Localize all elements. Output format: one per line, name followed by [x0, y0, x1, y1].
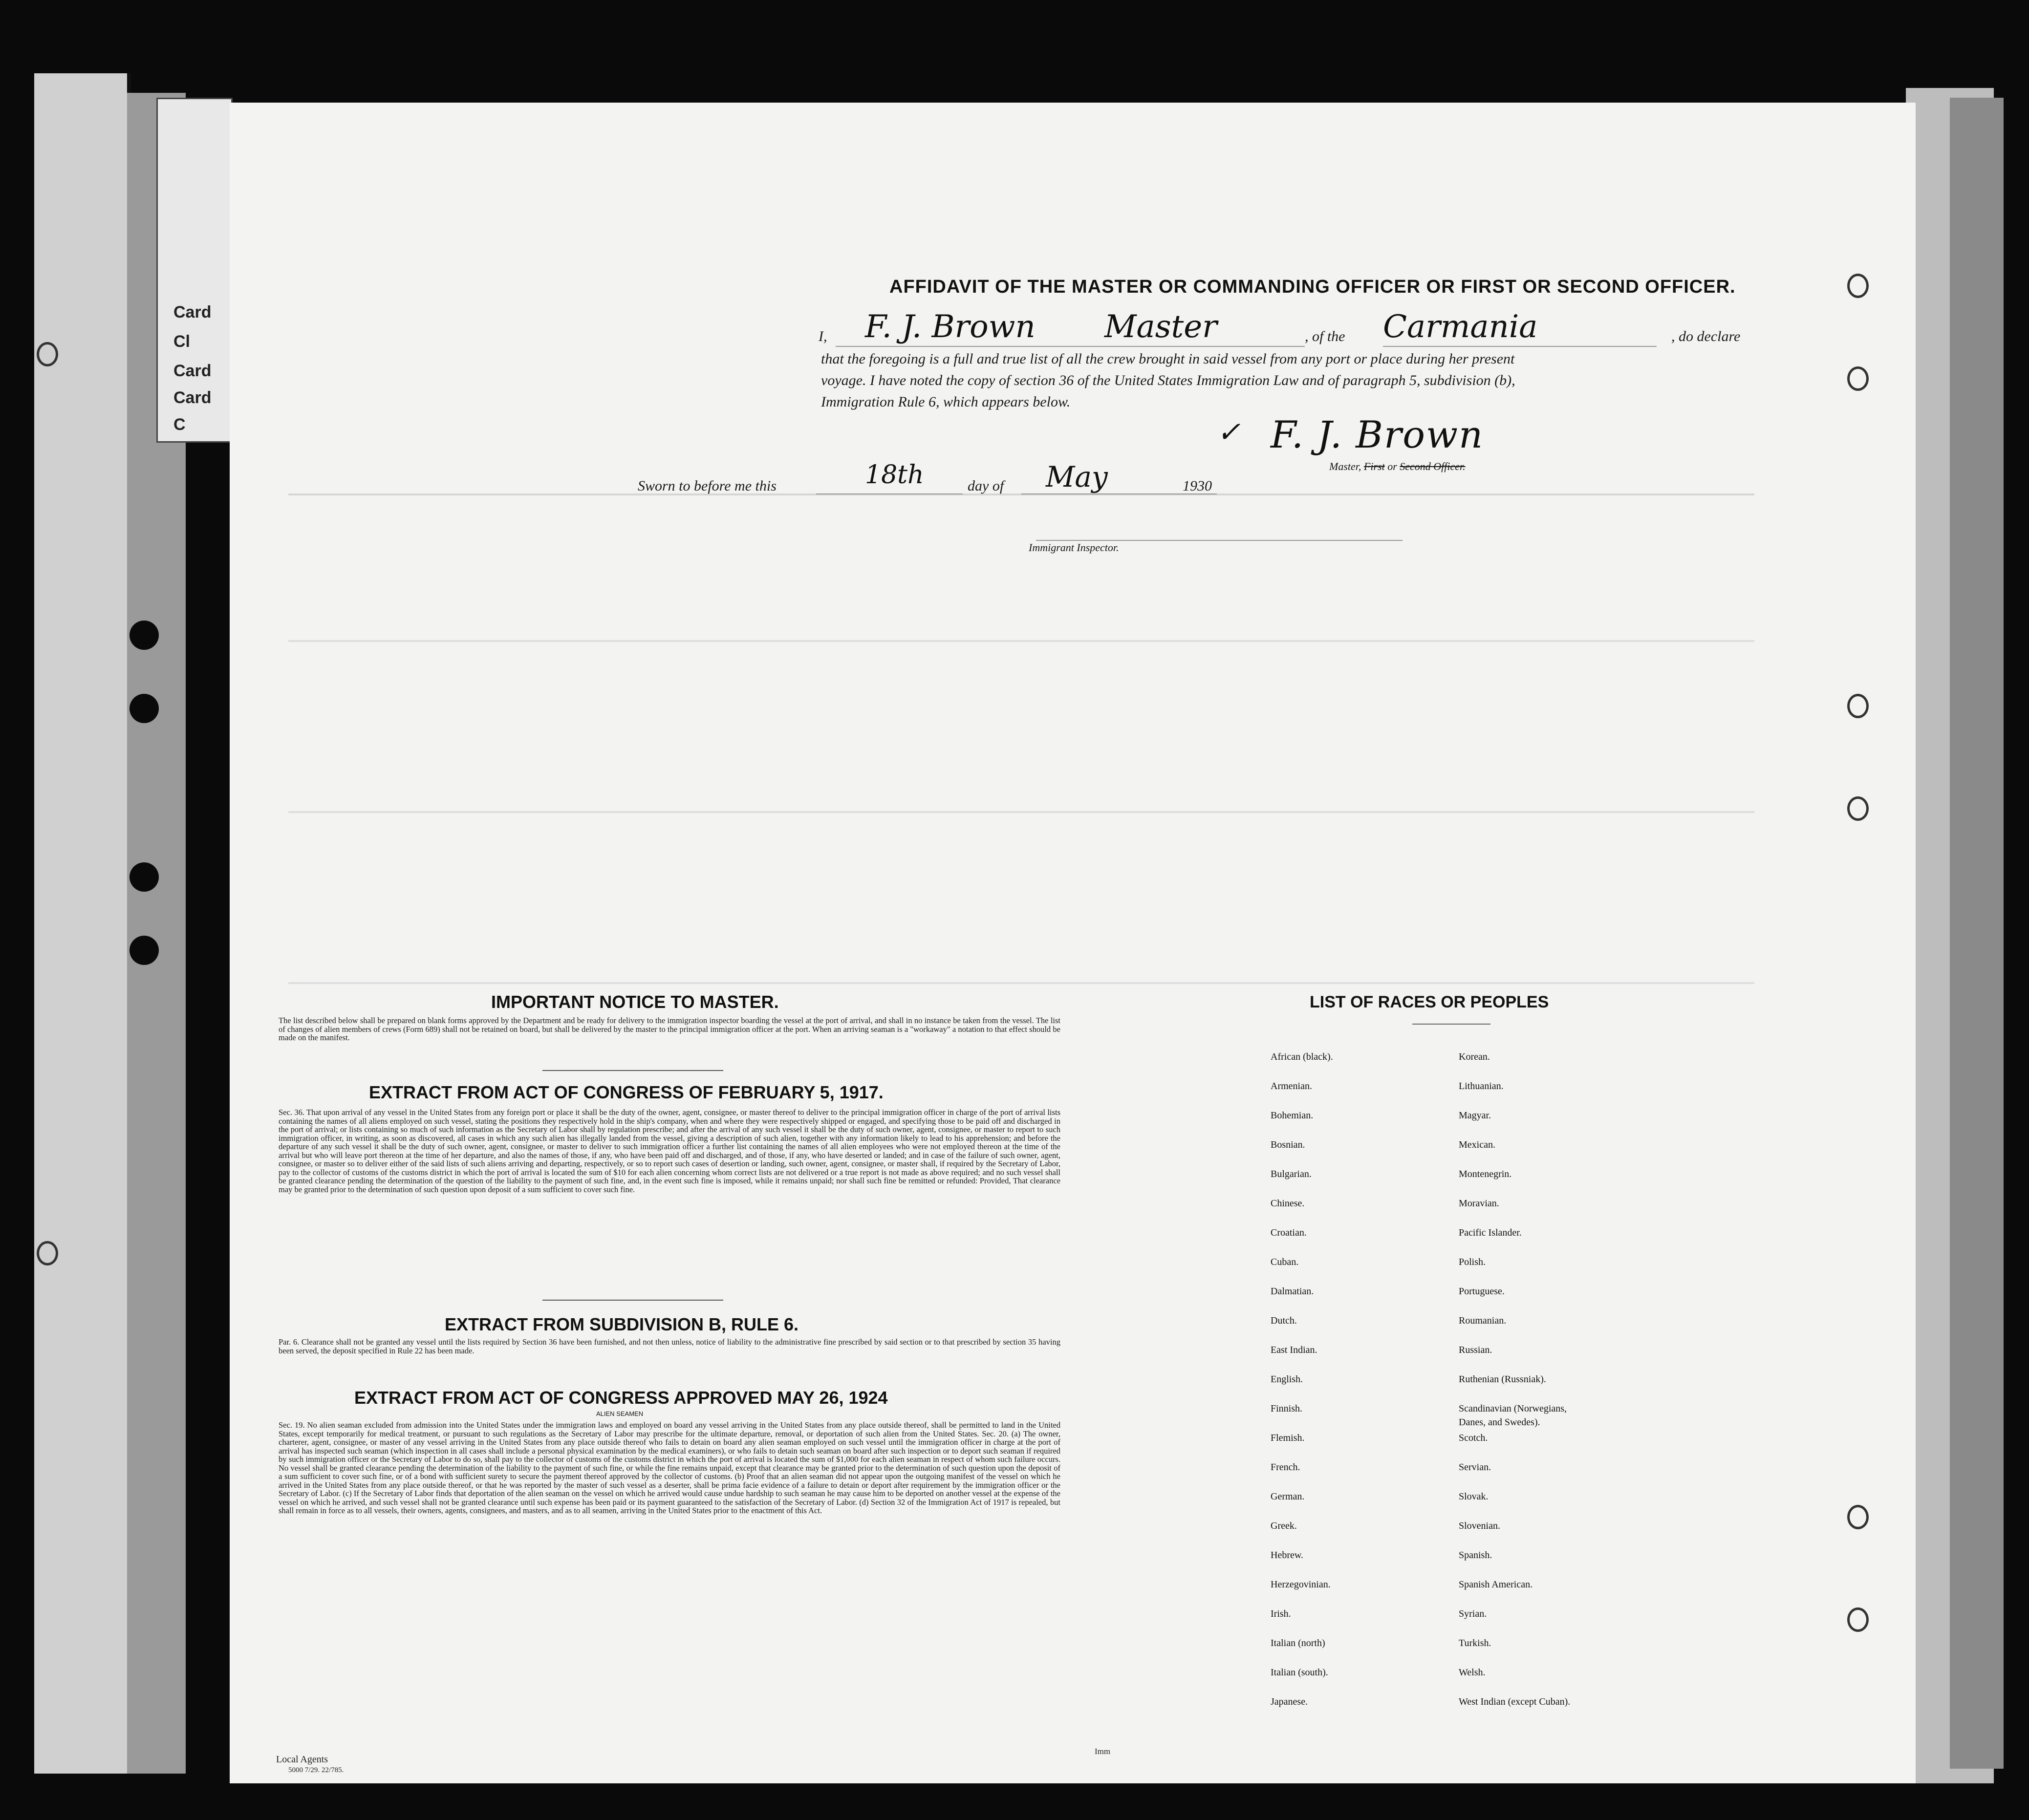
- race-item: Welsh.: [1459, 1667, 1486, 1678]
- race-item: Herzegovinian.: [1271, 1579, 1331, 1590]
- affidavit-i: I,: [819, 328, 827, 344]
- race-item: Portuguese.: [1459, 1286, 1505, 1297]
- race-item: Italian (north): [1271, 1638, 1325, 1649]
- race-item: Scotch.: [1459, 1433, 1488, 1443]
- race-item: Ruthenian (Russniak).: [1459, 1374, 1546, 1385]
- caption-first-struck: First: [1363, 460, 1385, 472]
- punch-ring: [37, 1241, 58, 1265]
- signature-caption: [1329, 460, 1466, 473]
- bleed-through-line: [288, 982, 1754, 984]
- extract-1917-title: EXTRACT FROM ACT OF CONGRESS OF FEBRUARY 5, 1917.: [369, 1082, 884, 1102]
- notice-text: The list described below shall be prepared on blank forms approved by the Department and be ready for delivery to the immigration inspector boarding the vessel at the port of arrival, and shall in no instance be taken from the vessel. The list of changes of alien members of crews (Form 689) shall not be retained on board, but shall be delivered by the master to the principal immigration officer at the port. When an arriving seaman is a "workaway" a notation to that effect should be made on the manifest.: [279, 1016, 1060, 1042]
- race-item: Flemish.: [1271, 1433, 1305, 1443]
- affidavit-line-2: that the foregoing is a full and true list of all the crew brought in said vessel from any port or place during her present: [821, 351, 1515, 367]
- race-item: Irish.: [1271, 1608, 1291, 1619]
- affidavit-line-3: voyage. I have noted the copy of section 36 of the United States Immigration Law and of paragraph 5, subdivision (b),: [821, 372, 1515, 388]
- bleed-through-line: [288, 640, 1754, 642]
- race-item: Bohemian.: [1271, 1110, 1314, 1121]
- race-item: Chinese.: [1271, 1198, 1305, 1209]
- extract-rule6-title: EXTRACT FROM SUBDIVISION B, RULE 6.: [445, 1314, 799, 1334]
- race-item: Korean.: [1459, 1051, 1490, 1062]
- name-underline: [836, 346, 1305, 347]
- punch-ring: [1847, 1607, 1869, 1632]
- races-title-rule: [1412, 1024, 1490, 1025]
- race-item: Slovenian.: [1459, 1520, 1500, 1531]
- day-of-label: day of: [968, 478, 1004, 494]
- extract-1924-subtitle: ALIEN SEAMEN: [596, 1410, 644, 1417]
- affidavit-title: AFFIDAVIT OF THE MASTER OR COMMANDING OFFICER OR FIRST OR SECOND OFFICER.: [889, 277, 1736, 297]
- notice-title: IMPORTANT NOTICE TO MASTER.: [491, 992, 779, 1012]
- punch-ring: [1847, 796, 1869, 821]
- race-item: French.: [1271, 1462, 1300, 1473]
- races-title: LIST OF RACES OR PEOPLES: [1310, 993, 1549, 1011]
- punch-ring: [1847, 1505, 1869, 1529]
- race-item: Servian.: [1459, 1462, 1491, 1473]
- bleed-through-line: [288, 811, 1754, 813]
- race-item: Pacific Islander.: [1459, 1227, 1522, 1238]
- punch-ring: [1847, 366, 1869, 391]
- race-item: Greek.: [1271, 1520, 1297, 1531]
- race-item: Cuban.: [1271, 1257, 1299, 1267]
- vessel-underline: [1383, 346, 1657, 347]
- handwritten-sworn-month: May: [1046, 460, 1108, 493]
- race-item: West Indian (except Cuban).: [1459, 1696, 1571, 1707]
- punch-ring: [1847, 274, 1869, 298]
- binder-left-edge: [34, 73, 131, 1774]
- race-item: Danes, and Swedes).: [1459, 1417, 1540, 1428]
- race-item: Hebrew.: [1271, 1550, 1304, 1561]
- manifest-page: [230, 103, 1916, 1783]
- caption-second-struck: Second Officer.: [1400, 460, 1466, 472]
- index-card-line: C: [173, 415, 186, 434]
- sworn-year: 1930: [1183, 478, 1212, 494]
- race-item: East Indian.: [1271, 1345, 1317, 1355]
- race-item: Bulgarian.: [1271, 1169, 1312, 1179]
- race-item: Roumanian.: [1459, 1315, 1507, 1326]
- affidavit-line-4: Immigration Rule 6, which appears below.: [821, 394, 1071, 410]
- caption-or: or: [1387, 460, 1397, 472]
- race-item: Croatian.: [1271, 1227, 1307, 1238]
- race-item: Italian (south).: [1271, 1667, 1328, 1678]
- race-item: Japanese.: [1271, 1696, 1308, 1707]
- extract-1917-text: Sec. 36. That upon arrival of any vessel in the United States from any foreign port or place it shall be the duty of the owner, agent, consignee, or master thereof to deliver to the principal immigration officer in charge of the port of arrival lists containing the names of all aliens employed on such vessel, stating the positions they respectively hold in the ship's company, when and where they were respectively shipped or engaged, and specifying those to be paid off and discharged in the port of arrival; or lists containing so much of such information as the Secretary of Labor shall by regulation prescribe; and after the arrival of any such vessel it shall be the duty of such owner, agent, consignee, or master to report to such immigration officer, in writing, as soon as discovered, all cases in which any such alien has illegally landed from the vessel, giving a description of such alien, together with any information likely to lead to his apprehension; and before the departure of any such vessel it shall be the duty of such owner, agent, consignee, or master to deliver to such immigration officer a further list containing the names of all alien employees who were not employed thereon at the time of the arrival but who will leave port thereon at the time of her departure, and also the names of those, if any, who have been paid off and discharged, and of those, if any, who have deserted or landed; and in case of the failure of such owner, agent, consignee, or master so to deliver either of the said lists of such aliens arriving and departing, respectively, or so to report such cases of desertion or landing, such owner, agent, consignee, or master shall, if required by the Secretary of Labor, pay to the collector of customs of the customs district in which the port of arrival is located the sum of $10 for each alien concerning whom correct lists are not delivered or a true report is not made as above required; and no such vessel shall be granted clearance pending the determination of the question of the liability to the payment of such fine, and, in the event such fine is imposed, while it remains unpaid; nor shall such fine be remitted or refunded: Provided, That clearance may be granted prior to the determination of such question upon deposit of a sum sufficient to cover such fine.: [279, 1108, 1060, 1194]
- race-item: Mexican.: [1459, 1139, 1495, 1150]
- extract-1924-title: EXTRACT FROM ACT OF CONGRESS APPROVED MAY 26, 1924: [354, 1388, 888, 1408]
- extract-rule6-text: Par. 6. Clearance shall not be granted any vessel until the lists required by Section 36 have been furnished, and not then unless, notice of liability to the administrative fine prescribed by said section or to that prescribed by section 35 having been served, the deposit specified in Rule 22 has been made.: [279, 1337, 1060, 1355]
- day-underline: [816, 493, 963, 494]
- race-item: Moravian.: [1459, 1198, 1499, 1209]
- race-item: Dutch.: [1271, 1315, 1297, 1326]
- section-divider: [542, 1070, 723, 1071]
- check-mark: ✓: [1217, 415, 1241, 449]
- footer-local-agents: Local Agents: [276, 1754, 328, 1765]
- race-item: Finnish.: [1271, 1403, 1303, 1414]
- race-item: Slovak.: [1459, 1491, 1489, 1502]
- punch-hole: [130, 936, 159, 965]
- affidavit-declare: , do declare: [1671, 328, 1741, 344]
- index-card-line: Card: [173, 362, 212, 380]
- sworn-label: Sworn to before me this: [638, 478, 777, 494]
- punch-ring: [1847, 694, 1869, 718]
- race-item: Spanish.: [1459, 1550, 1492, 1561]
- punch-hole: [130, 694, 159, 723]
- punch-hole: [130, 862, 159, 892]
- race-item: Turkish.: [1459, 1638, 1491, 1649]
- race-item: Scandinavian (Norwegians,: [1459, 1403, 1567, 1414]
- punch-ring: [37, 342, 58, 366]
- race-item: Bosnian.: [1271, 1139, 1305, 1150]
- race-item: English.: [1271, 1374, 1303, 1385]
- index-card-line: Card: [173, 388, 212, 407]
- race-item: Russian.: [1459, 1345, 1492, 1355]
- index-card-line: Card: [173, 303, 212, 321]
- race-item: Dalmatian.: [1271, 1286, 1314, 1297]
- footer-print-code: 5000 7/29. 22/785.: [288, 1766, 344, 1774]
- race-item: Montenegrin.: [1459, 1169, 1512, 1179]
- race-item: Spanish American.: [1459, 1579, 1533, 1590]
- affidavit-of-the: , of the: [1305, 328, 1345, 344]
- punch-hole: [130, 621, 159, 650]
- index-card-line: Cl: [173, 332, 190, 351]
- race-item: Polish.: [1459, 1257, 1486, 1267]
- race-item: Armenian.: [1271, 1081, 1312, 1092]
- stacked-pages-edge-dark: [1950, 98, 2004, 1769]
- caption-master: Master,: [1329, 460, 1361, 472]
- race-item: African (black).: [1271, 1051, 1333, 1062]
- race-item: Syrian.: [1459, 1608, 1487, 1619]
- handwritten-vessel-name: Carmania: [1383, 309, 1538, 345]
- extract-1924-text: Sec. 19. No alien seaman excluded from admission into the United States under the immigration laws and employed on board any vessel arriving in the United States from any place outside thereof, shall be permitted to land in the United States, except temporarily for medical treatment, or pursuant to such regulations as the Secretary of Labor may prescribe for the ultimate departure, removal, or deportation of such alien from the United States. Sec. 20. (a) The owner, charterer, agent, consignee, or master of any vessel arriving in the United States from any place outside thereof who fails to detain on board any alien seaman employed on such vessel until the immigration officer in charge at the port of arrival has inspected such seaman (which inspection in all cases shall include a personal physical examination by the medical examiners), or who fails to detain such seaman on board after such inspection or to deport such seaman if required by such immigration officer or the Secretary of Labor to do so, shall pay to the collector of customs of the customs district in which the port of arrival is located the sum of $1,000 for each alien seaman in respect of whom such failure occurs. No vessel shall be granted clearance pending the determination of the liability to the payment of such fine, or while the fine remains unpaid, except that clearance may be granted prior to the determination of such question upon the deposit of a sum sufficient to cover such fine, or of a bond with sufficient surety to secure the payment thereof approved by the collector of customs. (b) Proof that an alien seaman did not appear upon the outgoing manifest of the vessel on which he arrived in the United States from any place outside thereof, or that he was reported by the master of such vessel as a deserter, shall be prima facie evidence of a failure to detain or deport after requirement by the immigration officer or the Secretary of Labor. (c) If the Secretary of Labor finds that deportation of the alien seaman on the vessel on which he arrived would cause undue hardship to such seaman he may cause him to be deported on another vessel at the expense of the vessel on which he arrived, and such vessel shall not be granted clearance until such expense has been paid or its payment guaranteed to the satisfaction of the Secretary of Labor. (d) Section 32 of the Immigration Act of 1917 is repealed, but shall remain in force as to all vessels, their owners, agents, consignees, and masters, and as to all seamen, arriving in the United States prior to the enactment of this Act.: [279, 1420, 1060, 1515]
- master-signature: F. J. Brown: [1271, 413, 1484, 456]
- footer-fragment: Imm: [1095, 1747, 1111, 1756]
- handwritten-officer-name: F. J. Brown: [865, 309, 1036, 345]
- handwritten-rank: Master: [1104, 309, 1217, 345]
- race-item: Magyar.: [1459, 1110, 1491, 1121]
- inspector-signature-line: [1036, 540, 1403, 541]
- race-item: German.: [1271, 1491, 1305, 1502]
- race-item: Lithuanian.: [1459, 1081, 1504, 1092]
- inspector-label: Immigrant Inspector.: [1029, 541, 1119, 554]
- handwritten-sworn-day: 18th: [865, 460, 924, 490]
- section-divider: [542, 1300, 723, 1301]
